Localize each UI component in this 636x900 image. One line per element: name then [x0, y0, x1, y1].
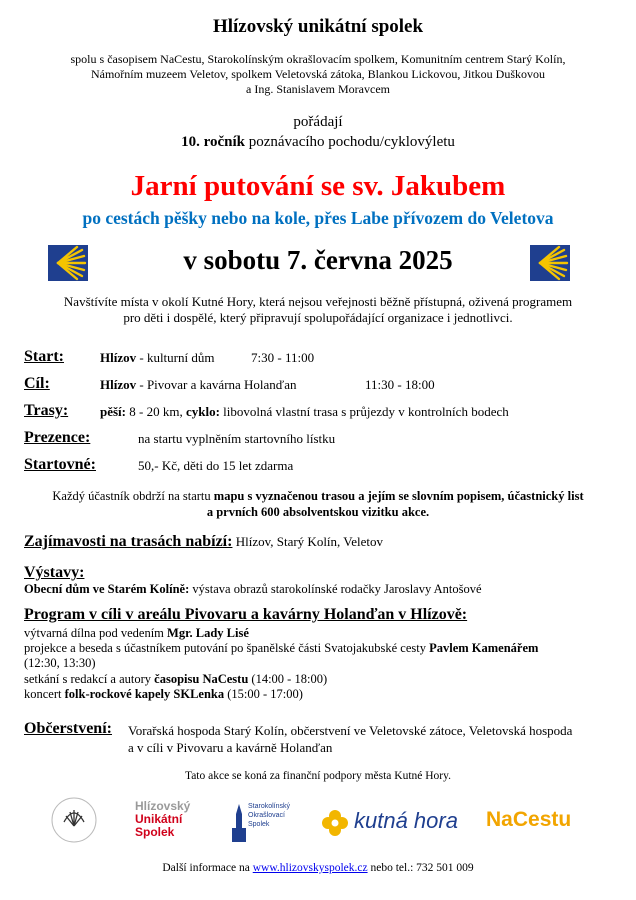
support-text: Tato akce se koná za finanční podpory města Kutné Hory.: [184, 770, 452, 782]
church-icon: [232, 804, 246, 844]
okrasl-line: Starokolínský: [248, 803, 291, 810]
sights-value: Hlízov, Starý Kolín, Veletov: [232, 534, 384, 549]
program-bold: časopisu NaCestu: [154, 671, 249, 686]
refreshments-row: [24, 720, 624, 755]
program-item: [24, 672, 614, 687]
edition-number: 10. ročník: [181, 134, 245, 150]
routes-label: Trasy:: [24, 402, 69, 419]
hus-logo: [135, 800, 195, 839]
event-date: v sobotu 7. června 2025: [183, 245, 453, 275]
fee-label: Startovné:: [24, 456, 96, 473]
start-place: Hlízov: [100, 350, 137, 365]
event-subtitle: po cestách pěšky nebo na kole, přes Labe přívozem do Veletova: [82, 208, 554, 228]
refreshments-line: Vorařská hospoda Starý Kolín, občerstvení ve Veletovské zátoce, Veletovská hospoda: [128, 723, 573, 738]
routes-bike-value: libovolná vlastní trasa s průjezdy v kontrolních bodech: [219, 404, 509, 419]
website-link[interactable]: www.hlizovskyspolek.cz: [252, 862, 368, 874]
note-text: Každý účastník obdrží na startu: [52, 489, 214, 503]
note-bold-text: mapu s vyznačenou trasou a jejím se slovním popisem, účastnický list: [213, 489, 584, 503]
exhibitions-place: Obecní dům ve Starém Kolíně:: [24, 582, 190, 596]
routes-bike-label: cyklo:: [185, 404, 220, 419]
program-text: koncert: [24, 686, 65, 701]
edition-text: [0, 134, 636, 151]
kutna-hora-logo: [320, 806, 460, 840]
organize-text: pořádají: [293, 114, 343, 130]
okrasl-spolek-logo: [232, 800, 302, 846]
program-item: [24, 641, 614, 656]
intro-line: pro děti i dospělé, který připravují spolupořádající organizace i jednotlivci.: [123, 310, 513, 325]
flower-icon: [320, 808, 350, 838]
finish-place-text: [100, 377, 296, 393]
footer-pre: Další informace na: [162, 862, 253, 874]
finish-desc: - Pivovar a kavárna Holanďan: [136, 377, 297, 392]
program-list: [24, 626, 614, 702]
start-place-text: [100, 350, 214, 366]
refreshments-text: [128, 722, 624, 756]
finish-time: 11:30 - 18:00: [365, 377, 435, 392]
routes-text: [100, 404, 509, 420]
routes-row: [24, 402, 509, 420]
program-text: projekce a beseda s účastníkem putování po španělské části Svatojakubské cesty: [24, 641, 430, 656]
footer-text: [0, 862, 636, 874]
routes-walk-label: pěší:: [100, 404, 126, 419]
program-bold: Pavlem Kamenářem: [429, 641, 539, 656]
partners-line: Námořním muzeem Veletov, spolkem Veletovská zátoka, Blankou Lickovou, Jitkou Duškovou: [90, 67, 546, 81]
org-title: Hlízovský unikátní spolek: [212, 16, 424, 37]
partners-text: [20, 52, 616, 97]
start-desc: - kulturní dům: [136, 350, 215, 365]
finish-label: Cíl:: [24, 375, 50, 392]
exhibitions-line: [24, 582, 482, 597]
hus-logo-line: Spolek: [135, 825, 175, 839]
sights-row: [24, 533, 383, 551]
finish-row: [24, 375, 435, 393]
okrasl-text: [248, 802, 290, 829]
registration-label: Prezence:: [24, 429, 91, 446]
jacob-walk-logo: [50, 796, 98, 844]
kutna-hora-text: kutná hora: [354, 808, 458, 833]
start-time: 7:30 - 11:00: [251, 350, 315, 365]
registration-value: na startu vyplněním startovního lístku: [138, 431, 336, 446]
footer-post: nebo tel.: 732 501 009: [367, 862, 474, 874]
partners-line: a Ing. Stanislavem Moravcem: [246, 82, 390, 96]
okrasl-line: Spolek: [248, 821, 270, 828]
refreshments-label: Občerstvení:: [24, 720, 112, 737]
nacestu-logo: NaCestu: [486, 808, 572, 831]
event-title: Jarní putování se sv. Jakubem: [130, 170, 506, 202]
intro-line: Navštívíte místa v okolí Kutné Hory, která nejsou veřejnosti běžně přístupná, oživená programem: [63, 294, 573, 309]
program-item: (12:30, 13:30): [24, 656, 96, 671]
program-time: (15:00 - 17:00): [224, 686, 303, 701]
program-bold: Mgr. Lady Lisé: [167, 626, 249, 640]
okrasl-line: Okrašlovací: [248, 812, 285, 819]
start-label: Start:: [24, 348, 64, 365]
refreshments-line: a v cíli v Pivovaru a kavárně Holanďan: [128, 740, 333, 755]
exhibitions-label: Výstavy:: [24, 564, 85, 581]
finish-place: Hlízov: [100, 377, 137, 392]
hus-logo-line: Unikátní: [135, 812, 183, 826]
routes-walk-value: 8 - 20 km,: [126, 404, 186, 419]
edition-desc: poznávacího pochodu/cyklovýletu: [244, 134, 455, 150]
participant-note: [20, 488, 616, 520]
start-row: [24, 348, 315, 366]
fee-value: 50,- Kč, děti do 15 let zdarma: [138, 458, 294, 473]
exhibitions-desc: výstava obrazů starokolínské rodačky Jaroslavy Antošové: [189, 582, 482, 596]
program-item: [24, 687, 614, 702]
hus-logo-line: Hlízovský: [135, 799, 191, 813]
registration-row: [24, 429, 336, 447]
program-item: [24, 626, 614, 641]
program-label: Program v cíli v areálu Pivovaru a kavárny Holanďan v Hlízově:: [24, 606, 468, 623]
intro-text: [20, 294, 616, 326]
fee-row: [24, 456, 294, 474]
scallop-shell-icon: [530, 245, 570, 281]
program-bold: folk-rockové kapely SKLenka: [64, 686, 225, 701]
partners-line: spolu s časopisem NaCestu, Starokolínským okrašlovacím spolkem, Komunitním centrem Starý Kolín,: [70, 52, 566, 66]
program-text: výtvarná dílna pod vedením: [24, 626, 168, 640]
program-time: (14:00 - 18:00): [248, 671, 328, 686]
note-line: a prvních 600 absolventskou vizitku akce.: [206, 505, 430, 519]
sights-label: Zajímavosti na trasách nabízí:: [24, 533, 233, 550]
program-text: setkání s redakcí a autory: [24, 671, 155, 686]
note-line: [20, 488, 616, 504]
